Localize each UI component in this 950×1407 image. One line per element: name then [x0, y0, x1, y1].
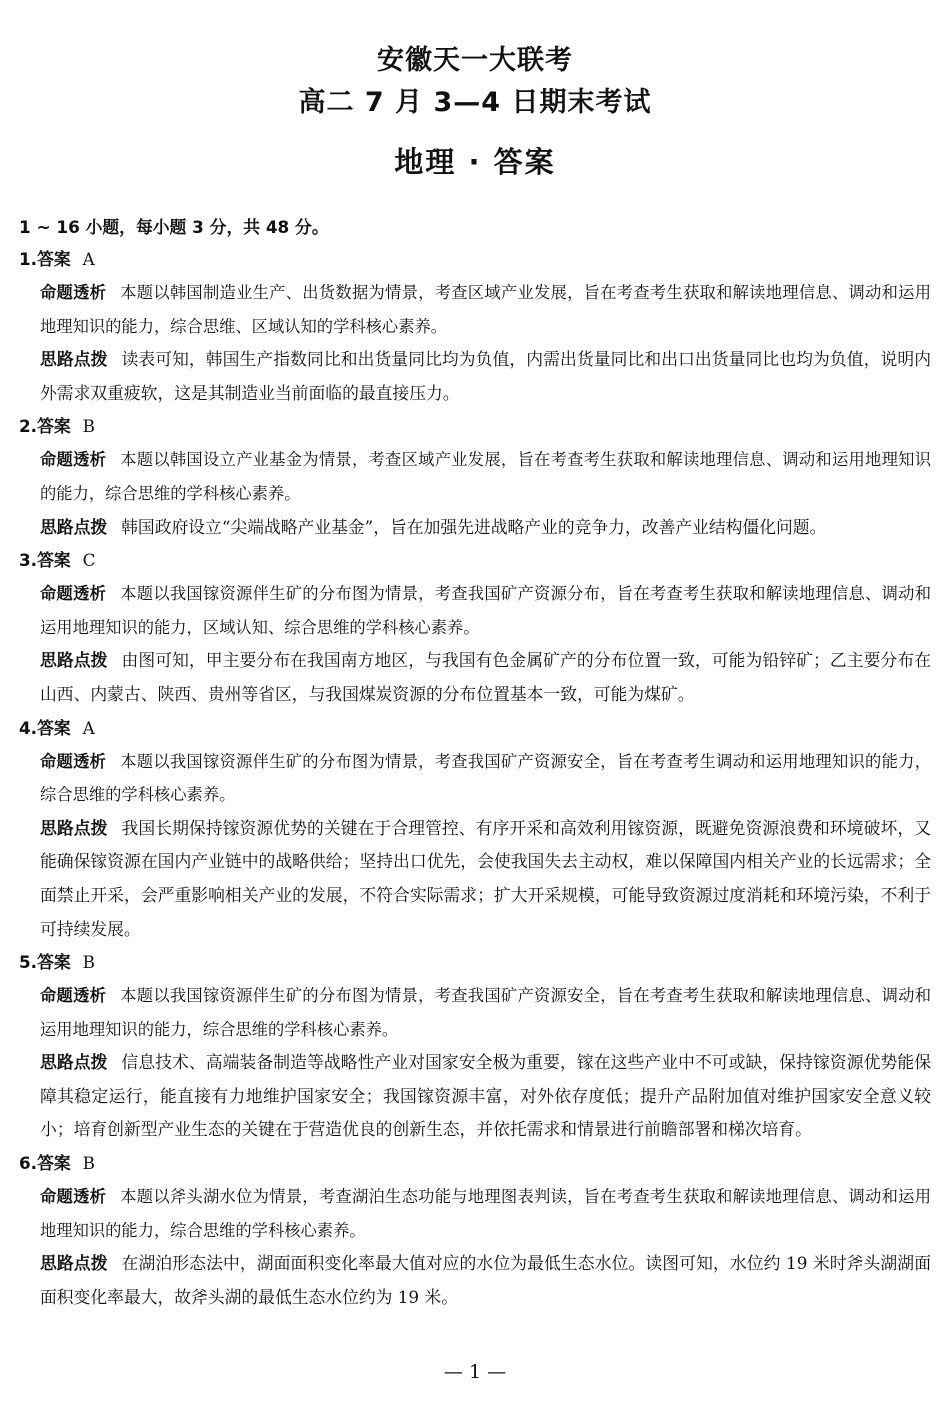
- answer-label: 答案: [37, 550, 71, 571]
- hint-paragraph-q4: [40, 812, 931, 946]
- answer-label: 答案: [37, 416, 71, 437]
- answer-line-q2: [19, 410, 931, 443]
- hint-text: 读表可知，韩国生产指数同比和出货量同比均为负值，内需出货量同比和出口出货量同比也均为负值，说明内外需求双重疲软，这是其制造业当前面临的最直接压力。: [40, 349, 931, 403]
- answer-line-q3: [19, 544, 931, 577]
- exam-session-title: 高二 7 月 3—4 日期末考试: [298, 87, 652, 118]
- subject-title: 地理 · 答案: [394, 145, 556, 179]
- analysis-label: 命题透析: [40, 450, 107, 470]
- hint-text: 由图可知，甲主要分布在我国南方地区，与我国有色金属矿产的分布位置一致，可能为铅锌矿；乙主要分布在山西、内蒙古、陕西、贵州等省区，与我国煤炭资源的分布位置基本一致，可能为煤矿。: [40, 650, 931, 704]
- analysis-text: 本题以斧头湖水位为情景，考查湖泊生态功能与地理图表判读，旨在考查考生获取和解读地理信息、调动和运用地理知识的能力，综合思维的学科核心素养。: [40, 1187, 931, 1240]
- question-number: 5.: [19, 952, 38, 973]
- question-number: 3.: [19, 550, 38, 571]
- answer-label: 答案: [37, 1153, 71, 1174]
- answer-value: A: [82, 249, 95, 269]
- analysis-paragraph-q1: [40, 276, 931, 343]
- hint-paragraph-q3: [40, 644, 931, 711]
- analysis-label: 命题透析: [40, 584, 107, 604]
- hint-paragraph-q5: [40, 1046, 931, 1147]
- answer-line-q5: [19, 946, 931, 979]
- answer-label: 答案: [37, 717, 71, 738]
- analysis-text: 本题以我国镓资源伴生矿的分布图为情景，考查我国矿产资源安全，旨在考查考生获取和解读地理信息、调动和运用地理知识的能力，综合思维的学科核心素养。: [40, 986, 931, 1039]
- answer-value: B: [82, 1153, 95, 1174]
- answer-label: 答案: [37, 249, 71, 269]
- hint-text: 在湖泊形态法中，湖面面积变化率最大值对应的水位为最低生态水位。读图可知，水位约 19 米时斧头湖湖面面积变化率最大，故斧头湖的最低生态水位约为 19 米。: [40, 1253, 931, 1307]
- hint-label: 思路点拨: [40, 817, 108, 838]
- hint-paragraph-q2: [40, 511, 931, 545]
- analysis-text: 本题以韩国设立产业基金为情景，考查区域产业发展，旨在考查考生获取和解读地理信息、调动和运用地理知识的能力，综合思维的学科核心素养。: [40, 450, 931, 503]
- exam-organizer-title: 安徽天一大联考: [377, 45, 573, 76]
- analysis-label: 命题透析: [40, 1187, 107, 1207]
- page-number: — 1 —: [443, 1361, 507, 1383]
- hint-paragraph-q6: [40, 1247, 931, 1314]
- question-number: 4.: [19, 717, 38, 738]
- hint-label: 思路点拨: [40, 349, 108, 370]
- hint-label: 思路点拨: [40, 516, 108, 537]
- hint-paragraph-q1: [40, 343, 931, 410]
- answer-label: 答案: [37, 952, 71, 973]
- question-number: 1.: [19, 249, 38, 269]
- hint-text: 信息技术、高端装备制造等战略性产业对国家安全极为重要，镓在这些产业中不可或缺，保持镓资源优势能保障其稳定运行，能直接有力地维护国家安全；我国镓资源丰富，对外依存度低；提升产品附加值对维护国家安全意义较小；培育创新型产业生态的关键在于营造优良的创新生态，并依托需求和情景进行前瞻部署和梯次培育。: [40, 1052, 931, 1140]
- answer-line-q6: [19, 1147, 931, 1180]
- hint-text: 韩国政府设立“尖端战略产业基金”，旨在加强先进战略产业的竞争力，改善产业结构僵化问题。: [121, 516, 827, 537]
- answer-line-q4: [19, 712, 931, 745]
- hint-label: 思路点拨: [40, 1253, 108, 1274]
- analysis-paragraph-q3: [40, 577, 931, 644]
- analysis-label: 命题透析: [40, 751, 107, 771]
- analysis-paragraph-q4: [40, 745, 931, 812]
- hint-label: 思路点拨: [40, 1052, 108, 1073]
- question-number: 6.: [19, 1153, 38, 1174]
- answer-line-q1: [19, 243, 931, 276]
- analysis-text: 本题以我国镓资源伴生矿的分布图为情景，考查我国矿产资源安全，旨在考查考生调动和运用地理知识的能力，综合思维的学科核心素养。: [40, 751, 931, 805]
- analysis-paragraph-q2: [40, 443, 931, 510]
- analysis-text: 本题以韩国制造业生产、出货数据为情景，考查区域产业发展，旨在考查考生获取和解读地理信息、调动和运用地理知识的能力，综合思维、区域认知的学科核心素养。: [40, 283, 931, 336]
- analysis-paragraph-q5: [40, 979, 931, 1046]
- answer-content: [19, 212, 931, 1314]
- analysis-label: 命题透析: [40, 986, 107, 1006]
- scoring-intro: 1 ~ 16 小题，每小题 3 分，共 48 分。: [19, 217, 329, 237]
- answer-value: B: [82, 952, 95, 973]
- answer-value: A: [82, 717, 95, 738]
- question-number: 2.: [19, 416, 38, 437]
- analysis-paragraph-q6: [40, 1180, 931, 1247]
- analysis-label: 命题透析: [40, 283, 107, 302]
- answer-value: C: [82, 550, 96, 571]
- hint-label: 思路点拨: [40, 650, 108, 671]
- analysis-text: 本题以我国镓资源伴生矿的分布图为情景，考查我国矿产资源分布，旨在考查考生获取和解读地理信息、调动和运用地理知识的能力，区域认知、综合思维的学科核心素养。: [40, 584, 931, 637]
- hint-text: 我国长期保持镓资源优势的关键在于合理管控、有序开采和高效利用镓资源，既避免资源浪费和环境破坏，又能确保镓资源在国内产业链中的战略供给；坚持出口优先，会使我国失去主动权，难以保障国内相关产业的长远需求；全面禁止开采，会严重影响相关产业的发展，不符合实际需求；扩大开采规模，可能导致资源过度消耗和环境污染，不利于可持续发展。: [40, 817, 931, 939]
- answer-value: B: [82, 416, 95, 437]
